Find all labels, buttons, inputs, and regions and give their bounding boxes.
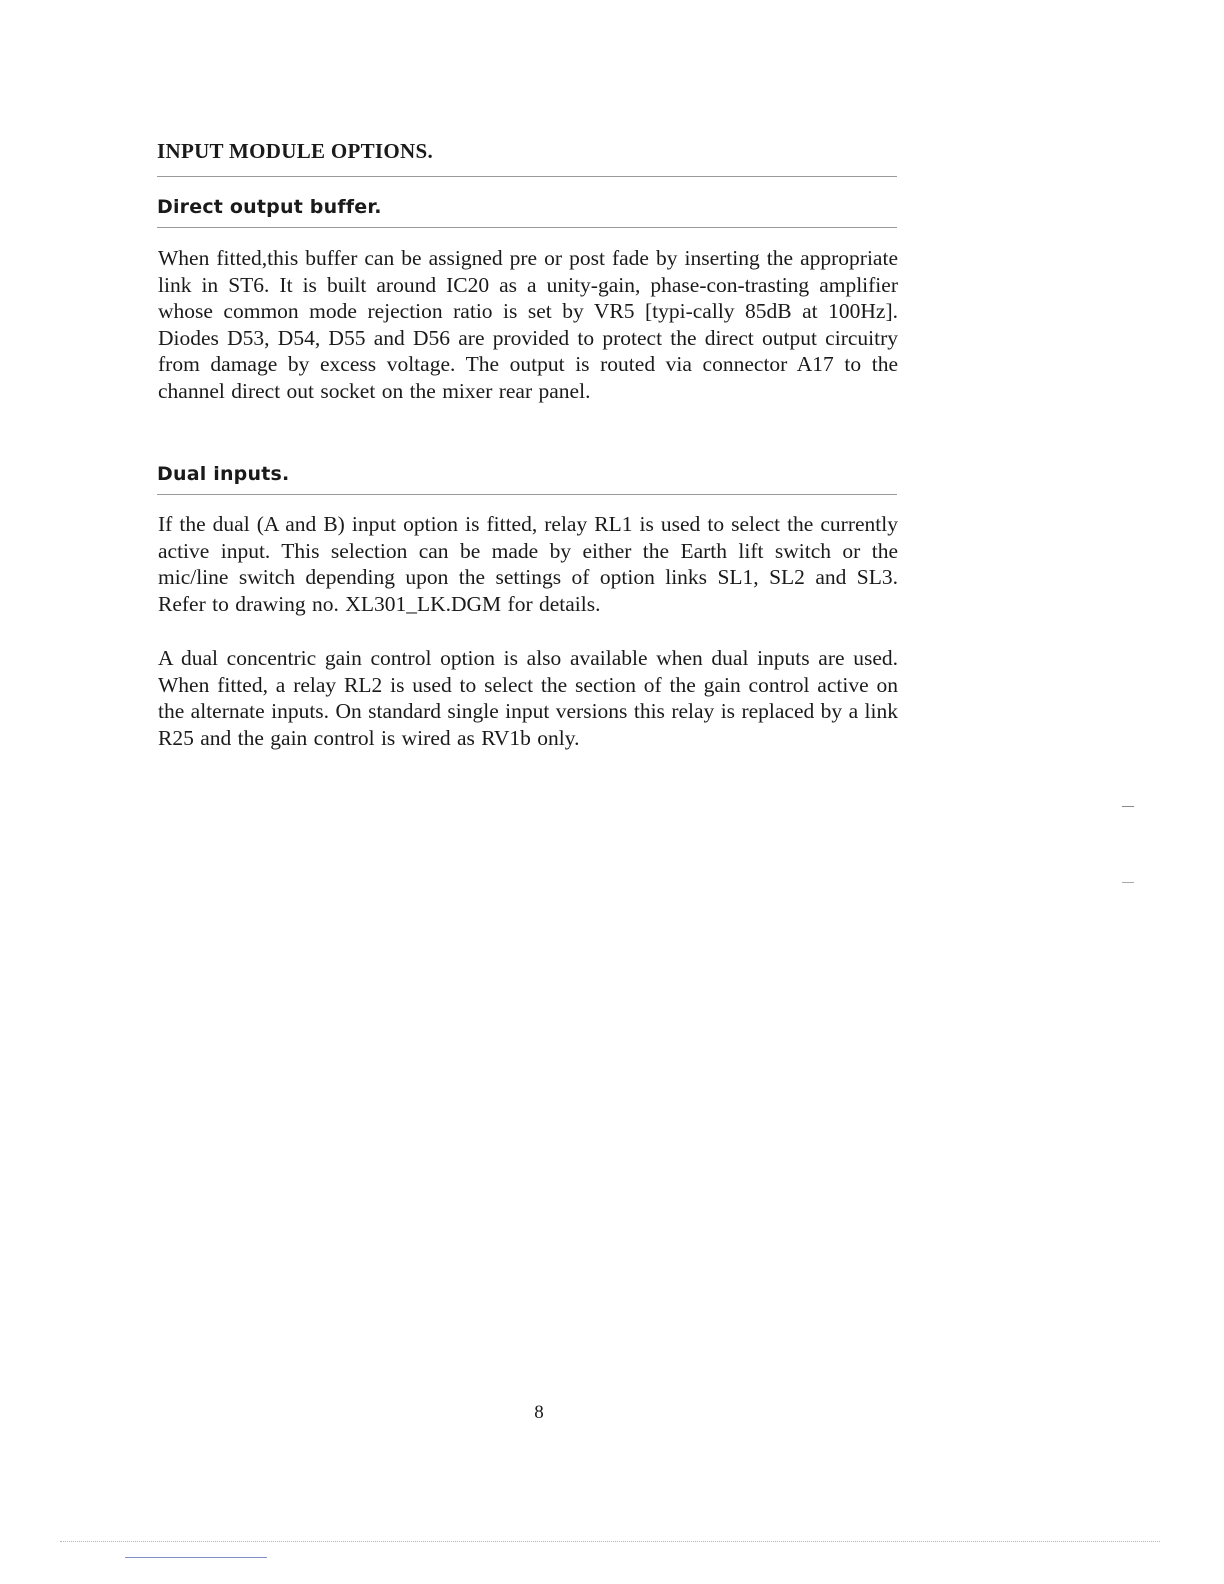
title-divider (157, 176, 897, 177)
page-title: INPUT MODULE OPTIONS. (157, 139, 434, 163)
section-divider (157, 227, 897, 228)
paragraph-dual-inputs-relay: If the dual (A and B) input option is fitted, relay RL1 is used to select the currently active input. This selection can be made by either the Earth lift switch or the mic/line switch depending upon the settings of option links SL1, SL2 and SL3. Refer to drawing no. XL301_LK.DGM for details. (158, 512, 898, 616)
section-heading-dual-inputs: Dual inputs. (157, 463, 290, 485)
section-divider (157, 494, 897, 495)
section-heading-direct-output-buffer: Direct output buffer. (157, 196, 382, 218)
page-number: 8 (534, 1402, 544, 1423)
margin-mark (1122, 882, 1134, 883)
scan-bottom-mark (125, 1557, 267, 1558)
margin-mark (1122, 806, 1134, 807)
paragraph-direct-output-buffer: When fitted,this buffer can be assigned pre or post fade by inserting the appropriate link in ST6. It is built around IC20 as a unity-gain, phase-con-trasting amplifier whose common mode rejection ratio is set by VR5 [typi-cally 85dB at 100Hz]. Diodes D53, D54, D55 and D56 are provided to protect the direct output circuitry from damage by excess voltage. The output is routed via connector A17 to the channel direct out socket on the mixer rear panel. (158, 246, 898, 403)
scan-bottom-edge (60, 1541, 1160, 1542)
paragraph-dual-concentric-gain: A dual concentric gain control option is also available when dual inputs are used. When fitted, a relay RL2 is used to select the section of the gain control active on the alternate inputs. On standard single input versions this relay is replaced by a link R25 and the gain control is wired as RV1b only. (158, 646, 898, 750)
